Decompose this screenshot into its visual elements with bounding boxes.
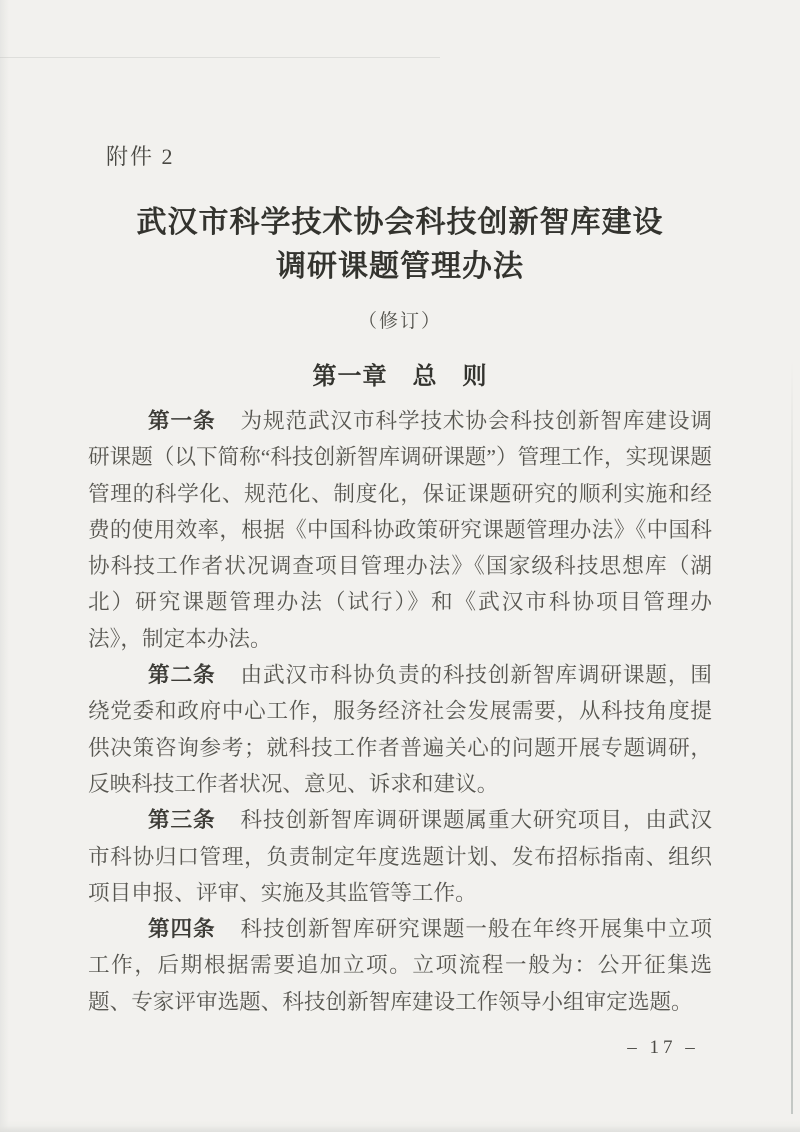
article-paragraph (88, 911, 712, 1020)
scan-page-edge-line (791, 360, 793, 1114)
article-text: 由武汉市科协负责的科技创新智库调研课题，围绕党委和政府中心工作，服务经济社会发展需要，从科技角度提供决策咨询参考；就科技工作者普遍关心的问题开展专题调研，反映科技工作者状况、意见、诉求和建议。 (88, 663, 712, 796)
attachment-label: 附件 2 (106, 144, 175, 169)
scan-edge-shadow-bottom (0, 1126, 800, 1132)
revision-note: （修订） (357, 311, 442, 332)
article-text: 科技创新智库研究课题一般在年终开展集中立项工作，后期根据需要追加立项。立项流程一般为：公开征集选题、专家评审选题、科技创新智库建设工作领导小组审定选题。 (88, 917, 712, 1014)
article-paragraph (88, 403, 712, 657)
document-title-line-2: 调研课题管理办法 (276, 250, 524, 283)
document-title-line-1: 武汉市科学技术协会科技创新智库建设 (136, 206, 664, 239)
page-number: – 17 – (627, 1037, 699, 1058)
document-title (0, 201, 800, 289)
article-text: 为规范武汉市科学技术协会科技创新智库建设调研课题（以下简称“科技创新智库调研课题”）管理工作，实现课题管理的科学化、规范化、制度化，保证课题研究的顺利实施和经费的使用效率，根据《中国科协政策研究课题管理办法》《中国科协科技工作者状况调查项目管理办法》《国家级科技思想库（湖北）研究课题管理办法（试行）》和《武汉市科协项目管理办法》，制定本办法。 (88, 409, 712, 651)
article-number-label: 第四条 (148, 916, 216, 942)
article-number-label: 第一条 (148, 408, 216, 433)
article-paragraph (88, 657, 712, 802)
scan-streak-line (0, 57, 440, 58)
chapter-heading: 第一章 总 则 (312, 363, 488, 390)
article-number-label: 第二条 (148, 662, 216, 688)
article-text: 科技创新智库调研课题属重大研究项目，由武汉市科协归口管理，负责制定年度选题计划、发布招标指南、组织项目申报、评审、实施及其监管等工作。 (88, 808, 712, 905)
document-body (88, 403, 712, 1020)
article-paragraph (88, 802, 712, 911)
article-number-label: 第三条 (148, 807, 216, 833)
